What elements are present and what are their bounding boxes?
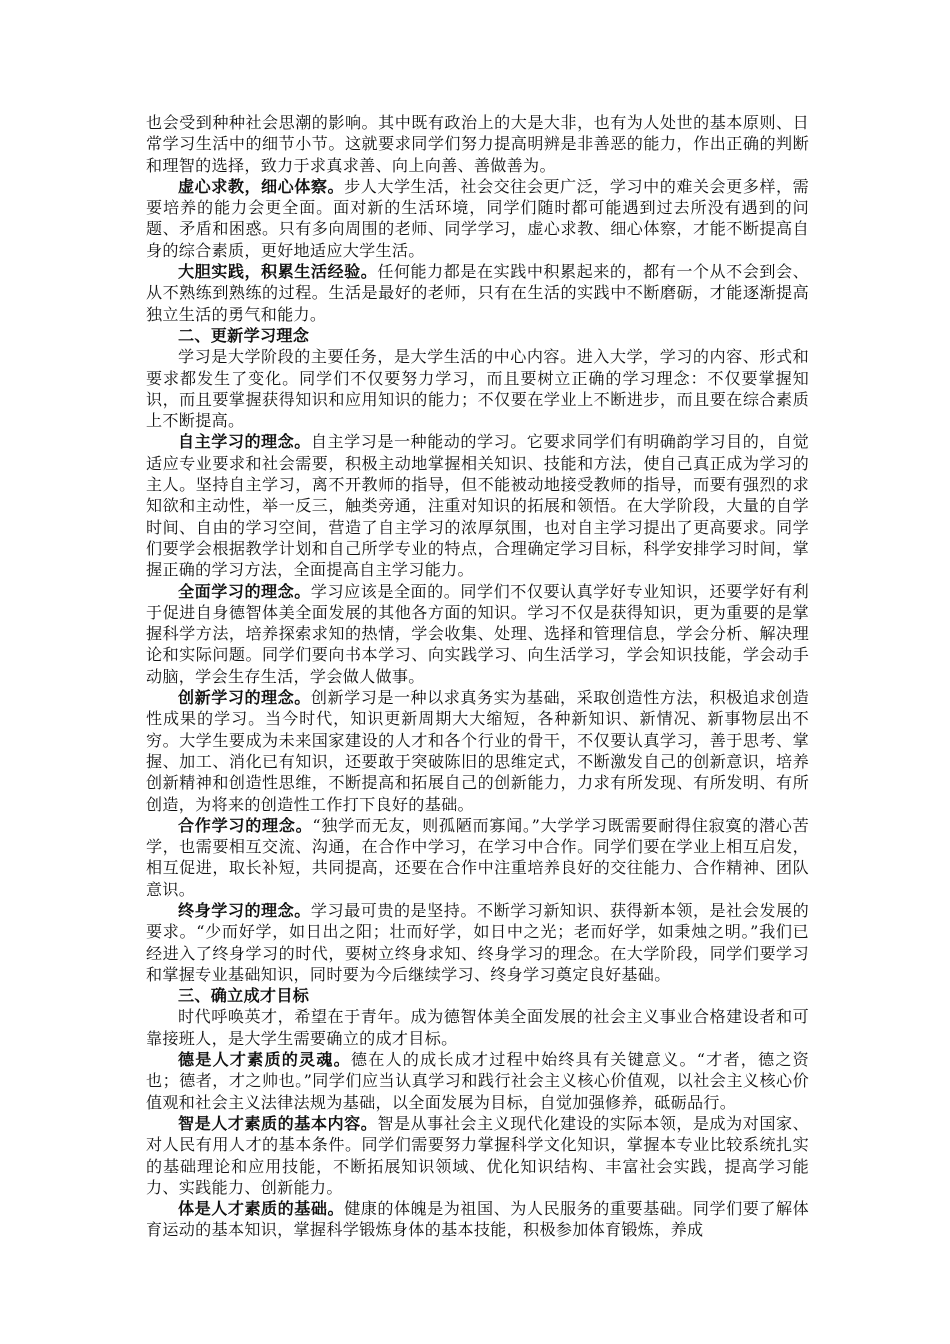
paragraph-text: “独学而无友，则孤陋而寡闻。”大学学习既需要耐得住寂寞的潜心苦学，也需要相互交流、沟通，在合作中学习，在学习中合作。同学们要在学业上相互启发，相互促进，取长补短，共同提高，还要在合作中注重培养良好的交往能力、合作精神、团队意识。	[146, 815, 809, 899]
body-paragraph	[146, 815, 809, 900]
paragraph-text: 任何能力都是在实践中积累起来的，都有一个从不会到会、从不熟练到熟练的过程。生活是最好的老师，只有在生活的实践中不断磨砺，才能逐渐提高独立生活的勇气和能力。	[146, 262, 809, 324]
paragraph-lead-phrase: 大胆实践，积累生活经验。	[178, 262, 378, 282]
body-paragraph	[146, 1006, 809, 1049]
body-paragraph	[146, 112, 809, 176]
section-heading: 三、确立成才目标	[178, 986, 310, 1006]
body-paragraph	[146, 687, 809, 815]
body-paragraph	[146, 431, 809, 580]
paragraph-lead-phrase: 合作学习的理念。	[178, 815, 313, 835]
paragraph-lead-phrase: 终身学习的理念。	[178, 900, 311, 920]
paragraph-text: 也会受到种种社会思潮的影响。其中既有政治上的大是大非，也有为人处世的基本原则、日常学习生活中的细节小节。这就要求同学们努力提高明辨是非善恶的能力，作出正确的判断和理智的选择，致力于求真求善、向上向善、善做善为。	[146, 113, 809, 175]
paragraph-lead-phrase: 自主学习的理念。	[178, 432, 311, 452]
paragraph-text: 学习最可贵的是坚持。不断学习新知识、获得新本领，是社会发展的要求。“少而好学，如日出之阳；壮而好学，如日中之光；老而好学，如秉烛之明。”我们已经进入了终身学习的时代，要树立终身求知、终身学习的理念。在大学阶段，同学们要学习和掌握专业基础知识，同时要为今后继续学习、终身学习奠定良好基础。	[146, 900, 809, 984]
paragraph-lead-phrase: 体是人才素质的基础。	[178, 1199, 345, 1219]
body-paragraph	[146, 900, 809, 985]
body-paragraph	[146, 581, 809, 687]
paragraph-lead-phrase: 虚心求教，细心体察。	[178, 176, 345, 196]
document-page	[146, 112, 809, 1241]
paragraph-lead-phrase: 全面学习的理念。	[178, 581, 311, 601]
paragraph-text: 时代呼唤英才，希望在于青年。成为德智体美全面发展的社会主义事业合格建设者和可靠接班人，是大学生需要确立的成才目标。	[146, 1007, 809, 1048]
paragraph-text: 自主学习是一种能动的学习。它要求同学们有明确韵学习目的，自觉适应专业要求和社会需要，积极主动地掌握相关知识、技能和方法，使自己真正成为学习的主人。坚持自主学习，离不开教师的指导，但不能被动地接受教师的指导，而要有强烈的求知欲和主动性，举一反三，触类旁通，注重对知识的拓展和领悟。在大学阶段，大量的自学时间、自由的学习空间，营造了自主学习的浓厚氛围，也对自主学习提出了更高要求。同学们要学会根据教学计划和自己所学专业的特点，合理确定学习目标，科学安排学习时间，掌握正确的学习方法，全面提高自主学习能力。	[146, 432, 809, 580]
paragraph-text: 学习应该是全面的。同学们不仅要认真学好专业知识，还要学好有利于促进自身德智体美全面发展的其他各方面的知识。学习不仅是获得知识，更为重要的是掌握科学方法，培养探索求知的热情，学会收集、处理、选择和管理信息，学会分析、解决理论和实际问题。同学们要向书本学习、向实践学习、向生活学习，学会知识技能，学会动手动脑，学会生存生活，学会做人做事。	[146, 581, 809, 686]
paragraph-text: 学习是大学阶段的主要任务，是大学生活的中心内容。进入大学，学习的内容、形式和要求都发生了变化。同学们不仅要努力学习，而且要树立正确的学习理念：不仅要掌握知识，而且要掌握获得知识和应用知识的能力；不仅要在学业上不断进步，而且要在综合素质上不断提高。	[146, 347, 809, 431]
body-paragraph	[146, 176, 809, 261]
paragraph-text: 德在人的成长成才过程中始终具有关键意义。“才者，德之资也；德者，才之帅也。”同学们应当认真学习和践行社会主义核心价值观，以社会主义核心价值观和社会主义法律法规为基础，以全面发展为目标，自觉加强修养，砥砺品行。	[146, 1050, 810, 1112]
paragraph-text: 创新学习是一种以求真务实为基础，采取创造性方法，积极追求创造性成果的学习。当今时代，知识更新周期大大缩短，各种新知识、新情况、新事物层出不穷。大学生要成为未来国家建设的人才和各个行业的骨干，不仅要认真学习，善于思考、掌握、加工、消化已有知识，还要敢于突破陈旧的思维定式，不断激发自己的创新意识，培养创新精神和创造性思维，不断提高和拓展自己的创新能力，力求有所发现、有所发明、有所创造，为将来的创造性工作打下良好的基础。	[146, 688, 809, 814]
paragraph-text: 健康的体魄是为祖国、为人民服务的重要基础。同学们要了解体育运动的基本知识，掌握科学锻炼身体的基本技能，积极参加体育锻炼，养成	[146, 1199, 809, 1240]
paragraph-lead-phrase: 智是人才素质的基本内容。	[178, 1113, 378, 1133]
paragraph-lead-phrase: 创新学习的理念。	[178, 688, 311, 708]
section-heading: 二、更新学习理念	[178, 325, 310, 345]
body-paragraph	[146, 1049, 809, 1113]
body-paragraph	[146, 1113, 809, 1198]
body-paragraph	[146, 261, 809, 325]
paragraph-text: 智是从事社会主义现代化建设的实际本领，是成为对国家、对人民有用人才的基本条件。同学们需要努力掌握科学文化知识，掌握本专业比较系统扎实的基础理论和应用技能，不断拓展知识领域、优化知识结构、丰富社会实践，提高学习能力、实践能力、创新能力。	[146, 1113, 809, 1197]
body-paragraph	[146, 346, 809, 431]
paragraph-text: 步人大学生活，社会交往会更广泛，学习中的难关会更多样，需要培养的能力会更全面。面对新的生活环境，同学们随时都可能遇到过去所没有遇到的问题、矛盾和困惑。只有多向周围的老师、同学学习，虚心求教、细心体察，才能不断提高自身的综合素质，更好地适应大学生活。	[146, 176, 809, 260]
body-paragraph	[146, 1198, 809, 1241]
paragraph-lead-phrase: 德是人才素质的灵魂。	[178, 1050, 351, 1070]
